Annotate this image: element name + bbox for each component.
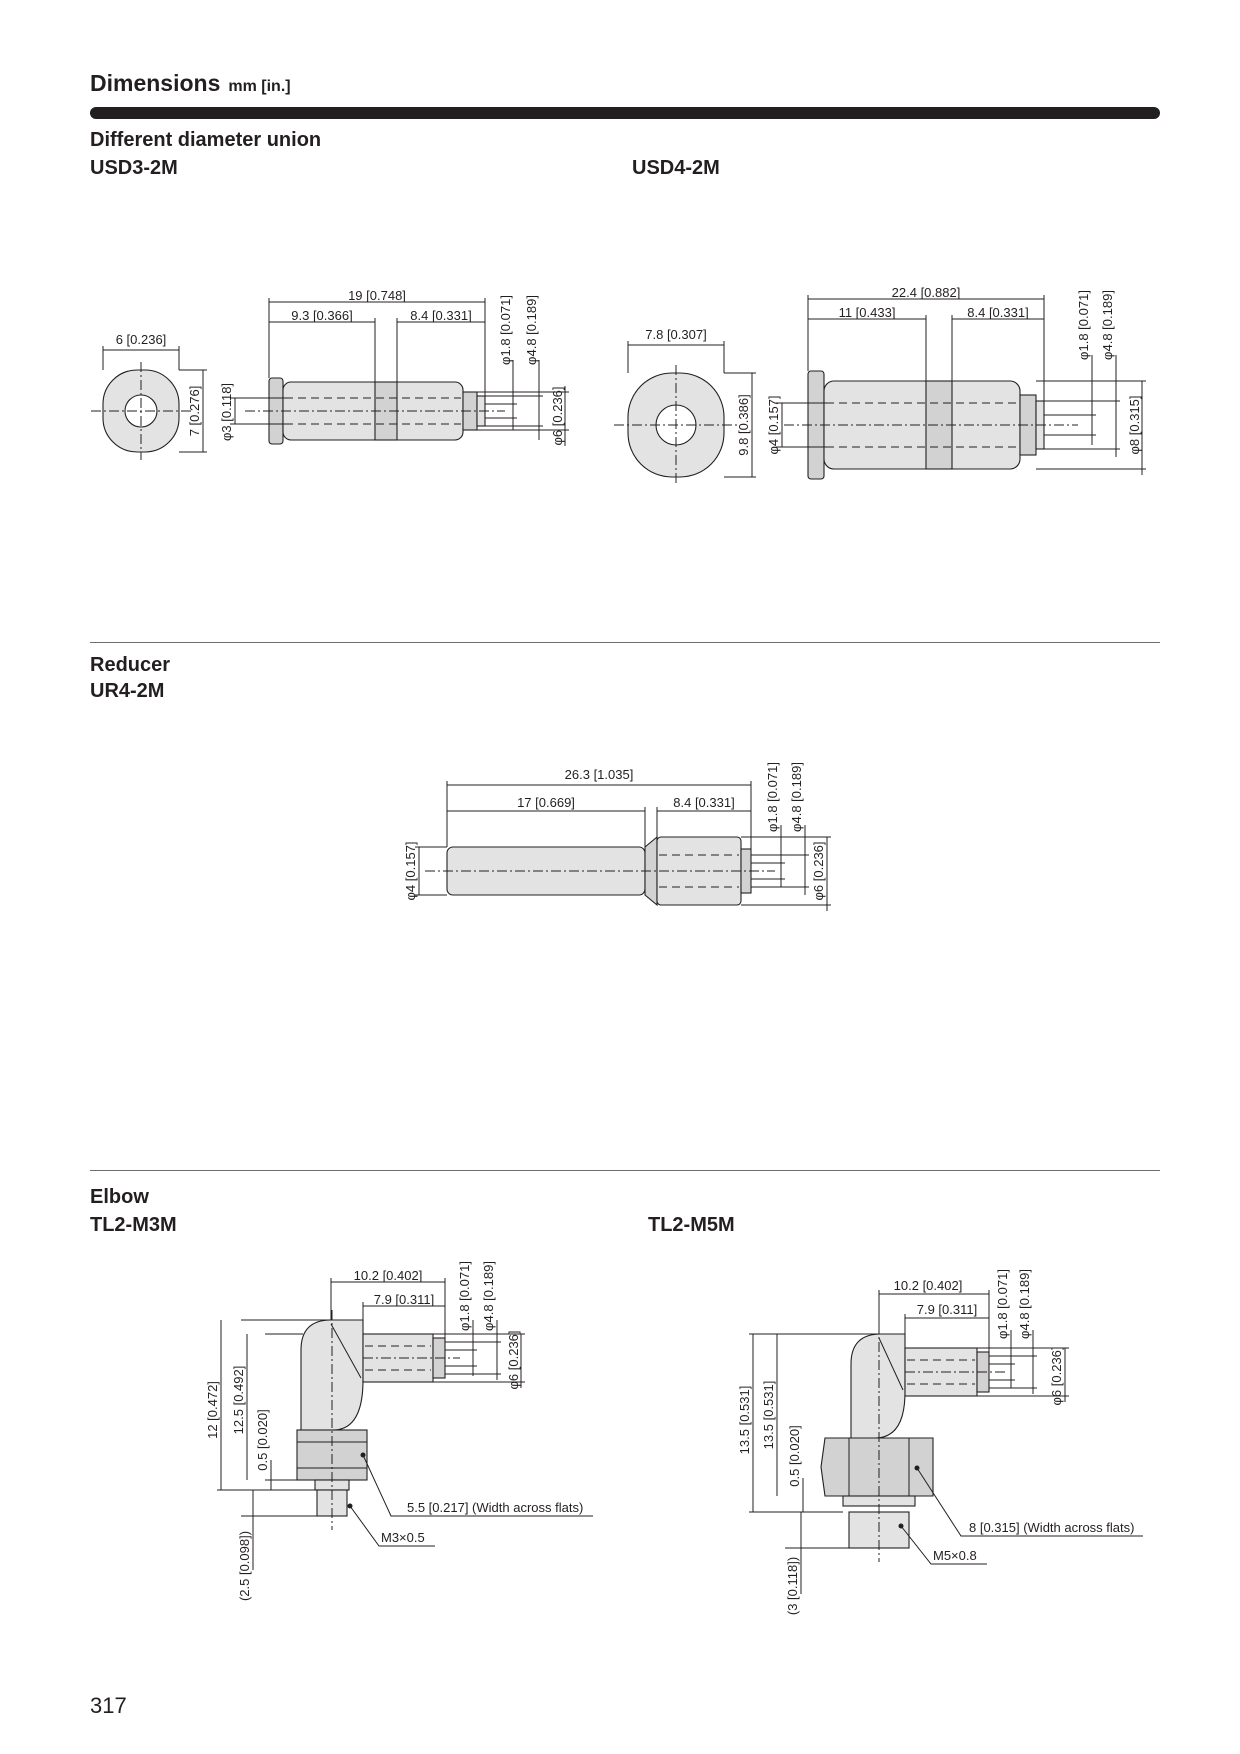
- section-heading-union: Different diameter union: [90, 129, 322, 151]
- page-title: [90, 70, 291, 97]
- model-tl2-m3m: TL2-M3M: [90, 1214, 177, 1236]
- drawing-usd4: [610, 285, 1170, 505]
- dim-socket-len: 8.4 [0.331]: [410, 308, 472, 323]
- dim-d1: φ1.8 [0.071]: [765, 762, 780, 832]
- dim-d3: φ6 [0.236]: [550, 386, 565, 446]
- dim-d3: φ6 [0.236]: [811, 841, 826, 901]
- dim-overall: 19 [0.748]: [348, 288, 406, 303]
- dim-end-height: 9.8 [0.386]: [736, 394, 751, 456]
- dim-socket-len: 8.4 [0.331]: [673, 795, 735, 810]
- dim-h3: 0.5 [0.020]: [255, 1409, 270, 1471]
- drawing-tl2-m3m: [185, 1261, 605, 1620]
- section-divider: [90, 1170, 1160, 1171]
- drawing-ur4: [395, 755, 855, 925]
- dim-d2: φ4.8 [0.189]: [1017, 1269, 1032, 1339]
- dim-thread: M3×0.5: [381, 1530, 425, 1545]
- section-heading-elbow: Elbow: [90, 1186, 149, 1208]
- dim-overall: 10.2 [0.402]: [353, 1268, 423, 1283]
- dim-h1: 13.5 [0.531]: [737, 1385, 752, 1455]
- dim-h3: 0.5 [0.020]: [787, 1425, 802, 1487]
- unit-label: mm [in.]: [228, 78, 291, 95]
- dim-d3: φ6 [0.236]: [506, 1330, 521, 1390]
- page-number: 317: [90, 1693, 127, 1718]
- model-usd4: USD4-2M: [632, 157, 720, 179]
- title-text: Dimensions: [90, 70, 221, 96]
- dim-overall: 26.3 [1.035]: [564, 767, 634, 782]
- dim-stem-dia: φ4 [0.157]: [403, 841, 418, 901]
- dim-body-len: 11 [0.433]: [838, 305, 896, 320]
- dim-d3: φ8 [0.315]: [1127, 395, 1142, 455]
- dim-d2: φ4.8 [0.189]: [524, 295, 539, 365]
- dim-flats: 8 [0.315] (Width across flats): [969, 1520, 1135, 1535]
- dim-body-len: 9.3 [0.366]: [291, 308, 353, 323]
- dim-d2: φ4.8 [0.189]: [789, 762, 804, 832]
- dim-end-width: 6 [0.236]: [115, 332, 167, 347]
- dim-h4: (3 [0.118]): [785, 1556, 800, 1616]
- dim-socket-len: 7.9 [0.311]: [373, 1292, 435, 1307]
- dim-stem-len: 17 [0.669]: [517, 795, 575, 810]
- drawing-usd3: [85, 290, 585, 470]
- dim-d1: φ1.8 [0.071]: [1076, 290, 1091, 360]
- dim-d2: φ4.8 [0.189]: [481, 1261, 496, 1331]
- dim-socket-len: 7.9 [0.311]: [916, 1302, 978, 1317]
- dim-d1: φ1.8 [0.071]: [498, 295, 513, 365]
- model-ur4: UR4-2M: [90, 680, 165, 702]
- dim-d2: φ4.8 [0.189]: [1100, 290, 1115, 360]
- dim-overall: 22.4 [0.882]: [891, 285, 961, 300]
- dim-overall: 10.2 [0.402]: [893, 1278, 963, 1293]
- drawing-tl2-m5m: [725, 1270, 1165, 1640]
- dim-tube-dia: φ3 [0.118]: [219, 382, 234, 442]
- title-bar: [90, 107, 1160, 119]
- dim-socket-len: 8.4 [0.331]: [967, 305, 1029, 320]
- dim-tube-dia: φ4 [0.157]: [766, 395, 781, 455]
- dim-h1: 12 [0.472]: [205, 1381, 220, 1439]
- dim-end-height: 7 [0.276]: [187, 385, 202, 437]
- dim-d1: φ1.8 [0.071]: [995, 1269, 1010, 1339]
- dim-h2: 12.5 [0.492]: [231, 1365, 246, 1435]
- dim-flats: 5.5 [0.217] (Width across flats): [407, 1500, 584, 1515]
- model-tl2-m5m: TL2-M5M: [648, 1214, 735, 1236]
- dim-end-width: 7.8 [0.307]: [645, 327, 707, 342]
- dim-thread: M5×0.8: [933, 1548, 977, 1563]
- dim-d1: φ1.8 [0.071]: [457, 1261, 472, 1331]
- model-usd3: USD3-2M: [90, 157, 178, 179]
- section-divider: [90, 642, 1160, 643]
- dim-h2: 13.5 [0.531]: [761, 1380, 776, 1450]
- section-heading-reducer: Reducer: [90, 654, 171, 676]
- dim-d3: φ6 [0.236]: [1049, 1346, 1064, 1406]
- dim-h4: (2.5 [0.098]): [237, 1530, 252, 1602]
